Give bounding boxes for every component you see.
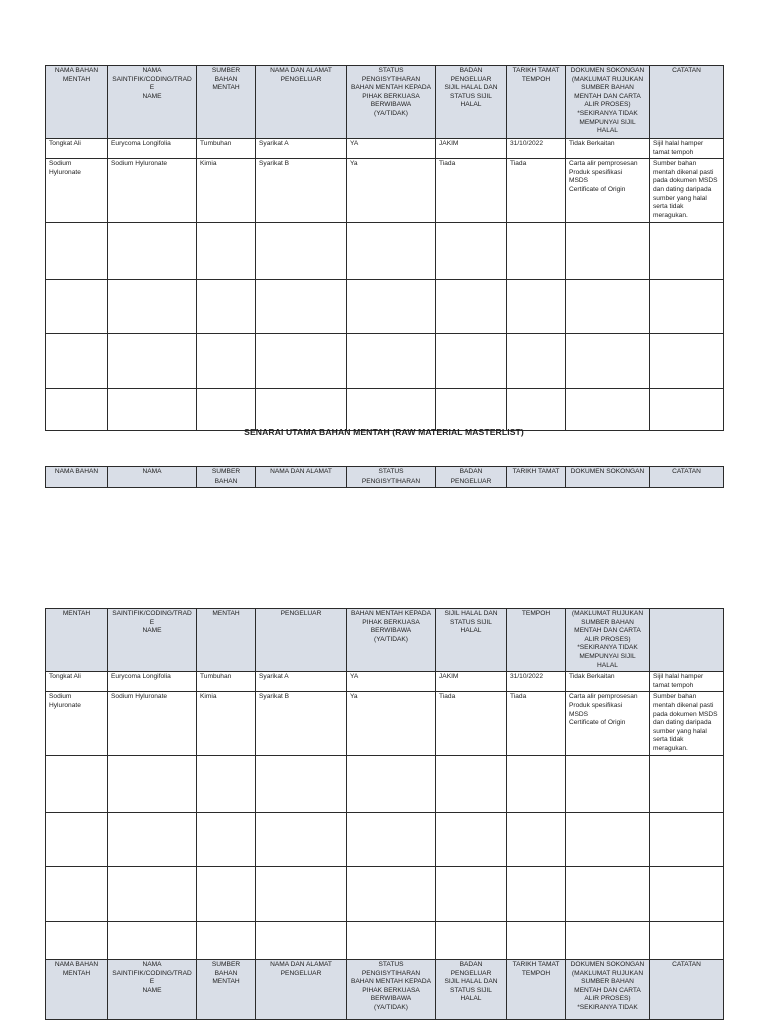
col-header-status-pengisytiharan: STATUS PENGISYTIHARAN BAHAN MENTAH KEPADA PIHAK BERKUASA BERWIBAWA (YA/TIDAK) xyxy=(347,66,436,139)
strip-header-alamat: NAMA DAN ALAMAT xyxy=(256,467,347,488)
cell-tarikh-tamat: Tiada xyxy=(507,692,566,756)
strip-header-nama-bahan: NAMA BAHAN xyxy=(46,467,108,488)
cell-status: Ya xyxy=(347,692,436,756)
cell-badan-pengeluar: Tiada xyxy=(436,692,507,756)
table-header-row xyxy=(46,66,724,139)
cell-tarikh-tamat: 31/10/2022 xyxy=(507,139,566,159)
cell-pengeluar: Syarikat B xyxy=(256,692,347,756)
col-header-tarikh-tamat: TARIKH TAMAT TEMPOH xyxy=(507,66,566,139)
table-row xyxy=(46,139,724,159)
col-header-dokumen-sokongan: (MAKLUMAT RUJUKAN SUMBER BAHAN MENTAH DAN CARTA ALIR PROSES) *SEKIRANYA TIDAK MEMPUNYAI SIJIL HALAL xyxy=(566,609,650,672)
col-header-nama-bahan: NAMA BAHAN MENTAH xyxy=(46,66,108,139)
col-header-badan-pengeluar: BADAN PENGELUAR SIJIL HALAL DAN STATUS SIJIL HALAL xyxy=(436,66,507,139)
empty-row xyxy=(46,756,724,813)
col-header-tarikh-tamat: TEMPOH xyxy=(507,609,566,672)
cell-catatan: Sijil halal hamper tamat tempoh xyxy=(650,139,724,159)
col-header-nama-bahan: MENTAH xyxy=(46,609,108,672)
col-header-badan-pengeluar: SIJIL HALAL DAN STATUS SIJIL HALAL xyxy=(436,609,507,672)
cell-sumber-bahan: Tumbuhan xyxy=(197,672,256,692)
cell-status: YA xyxy=(347,139,436,159)
strip-header-row xyxy=(46,467,724,488)
cell-nama-saintifik: Sodium Hyluronate xyxy=(108,692,197,756)
col-header-dokumen-sokongan: DOKUMEN SOKONGAN (MAKLUMAT RUJUKAN SUMBER BAHAN MENTAH DAN CARTA ALIR PROSES) *SEKIRANYA TIDAK MEMPUNYAI SIJIL HALAL xyxy=(566,66,650,139)
empty-row xyxy=(46,334,724,389)
cell-sumber-bahan: Tumbuhan xyxy=(197,139,256,159)
empty-row xyxy=(46,280,724,334)
strip-header-status: STATUS PENGISYTIHARAN xyxy=(347,467,436,488)
raw-material-table xyxy=(45,65,724,431)
cell-status: Ya xyxy=(347,159,436,223)
col-header-status-pengisytiharan: STATUS PENGISYTIHARAN BAHAN MENTAH KEPADA PIHAK BERKUASA BERWIBAWA (YA/TIDAK) xyxy=(347,960,436,1020)
strip-header-tarikh: TARIKH TAMAT xyxy=(507,467,566,488)
cell-status: YA xyxy=(347,672,436,692)
cell-dokumen: Carta alir pemprosesan Produk spesifikasi MSDS Certificate of Origin xyxy=(566,159,650,223)
cell-catatan: Sumber bahan mentah dikenal pasti pada dokumen MSDS dan dating daripada sumber yang halal serta tidak meragukan. xyxy=(650,159,724,223)
table-row xyxy=(46,672,724,692)
strip-header-catatan: CATATAN xyxy=(650,467,724,488)
cell-catatan: Sijil halal hamper tamat tempoh xyxy=(650,672,724,692)
col-header-tarikh-tamat: TARIKH TAMAT TEMPOH xyxy=(507,960,566,1020)
cell-nama-bahan: Sodium Hyluronate xyxy=(46,692,108,756)
col-header-pengeluar: NAMA DAN ALAMAT PENGELUAR xyxy=(256,66,347,139)
cell-dokumen: Carta alir pemprosesan Produk spesifikasi MSDS Certificate of Origin xyxy=(566,692,650,756)
col-header-catatan: CATATAN xyxy=(650,960,724,1020)
cell-tarikh-tamat: Tiada xyxy=(507,159,566,223)
header-strip xyxy=(45,466,724,488)
col-header-nama-bahan: NAMA BAHAN MENTAH xyxy=(46,960,108,1020)
cell-catatan: Sumber bahan mentah dikenal pasti pada dokumen MSDS dan dating daripada sumber yang halal serta tidak meragukan. xyxy=(650,692,724,756)
cell-nama-bahan: Sodium Hyluronate xyxy=(46,159,108,223)
cell-badan-pengeluar: JAKIM xyxy=(436,672,507,692)
raw-material-table-next-page xyxy=(45,959,724,1020)
col-header-nama-saintifik: NAMA SAINTIFIK/CODING/TRADE NAME xyxy=(108,960,197,1020)
cell-dokumen: Tidak Berkaitan xyxy=(566,672,650,692)
col-header-catatan xyxy=(650,609,724,672)
col-header-dokumen-sokongan: DOKUMEN SOKONGAN (MAKLUMAT RUJUKAN SUMBER BAHAN MENTAH DAN CARTA ALIR PROSES) *SEKIRANYA TIDAK xyxy=(566,960,650,1020)
cell-nama-bahan: Tongkat Ali xyxy=(46,139,108,159)
cell-tarikh-tamat: 31/10/2022 xyxy=(507,672,566,692)
cell-badan-pengeluar: Tiada xyxy=(436,159,507,223)
cell-badan-pengeluar: JAKIM xyxy=(436,139,507,159)
empty-row xyxy=(46,922,724,964)
table-header-row xyxy=(46,960,724,1020)
col-header-catatan: CATATAN xyxy=(650,66,724,139)
table-header-row xyxy=(46,609,724,672)
empty-row xyxy=(46,223,724,280)
col-header-badan-pengeluar: BADAN PENGELUAR SIJIL HALAL DAN STATUS SIJIL HALAL xyxy=(436,960,507,1020)
table-row xyxy=(46,159,724,223)
col-header-nama-saintifik: SAINTIFIK/CODING/TRADE NAME xyxy=(108,609,197,672)
cell-pengeluar: Syarikat A xyxy=(256,672,347,692)
col-header-sumber-bahan: SUMBER BAHAN MENTAH xyxy=(197,960,256,1020)
cell-dokumen: Tidak Berkaitan xyxy=(566,139,650,159)
cell-nama-saintifik: Eurycoma Longifolia xyxy=(108,672,197,692)
strip-header-badan: BADAN PENGELUAR xyxy=(436,467,507,488)
empty-row xyxy=(46,389,724,431)
col-header-sumber-bahan: MENTAH xyxy=(197,609,256,672)
col-header-pengeluar: NAMA DAN ALAMAT PENGELUAR xyxy=(256,960,347,1020)
col-header-nama-saintifik: NAMA SAINTIFIK/CODING/TRADE NAME xyxy=(108,66,197,139)
document-title: SENARAI UTAMA BAHAN MENTAH (RAW MATERIAL MASTERLIST) xyxy=(244,427,524,437)
cell-nama-saintifik: Sodium Hyluronate xyxy=(108,159,197,223)
strip-header-nama: NAMA xyxy=(108,467,197,488)
col-header-status-pengisytiharan: BAHAN MENTAH KEPADA PIHAK BERKUASA BERWIBAWA (YA/TIDAK) xyxy=(347,609,436,672)
col-header-sumber-bahan: SUMBER BAHAN MENTAH xyxy=(197,66,256,139)
empty-row xyxy=(46,867,724,922)
cell-nama-saintifik: Eurycoma Longifolia xyxy=(108,139,197,159)
strip-header-dokumen: DOKUMEN SOKONGAN xyxy=(566,467,650,488)
cell-sumber-bahan: Kimia xyxy=(197,692,256,756)
cell-sumber-bahan: Kimia xyxy=(197,159,256,223)
cell-pengeluar: Syarikat B xyxy=(256,159,347,223)
raw-material-table-continued xyxy=(45,608,724,964)
cell-nama-bahan: Tongkat Ali xyxy=(46,672,108,692)
table-row xyxy=(46,692,724,756)
empty-row xyxy=(46,813,724,867)
cell-pengeluar: Syarikat A xyxy=(256,139,347,159)
strip-header-sumber: SUMBER BAHAN xyxy=(197,467,256,488)
col-header-pengeluar: PENGELUAR xyxy=(256,609,347,672)
